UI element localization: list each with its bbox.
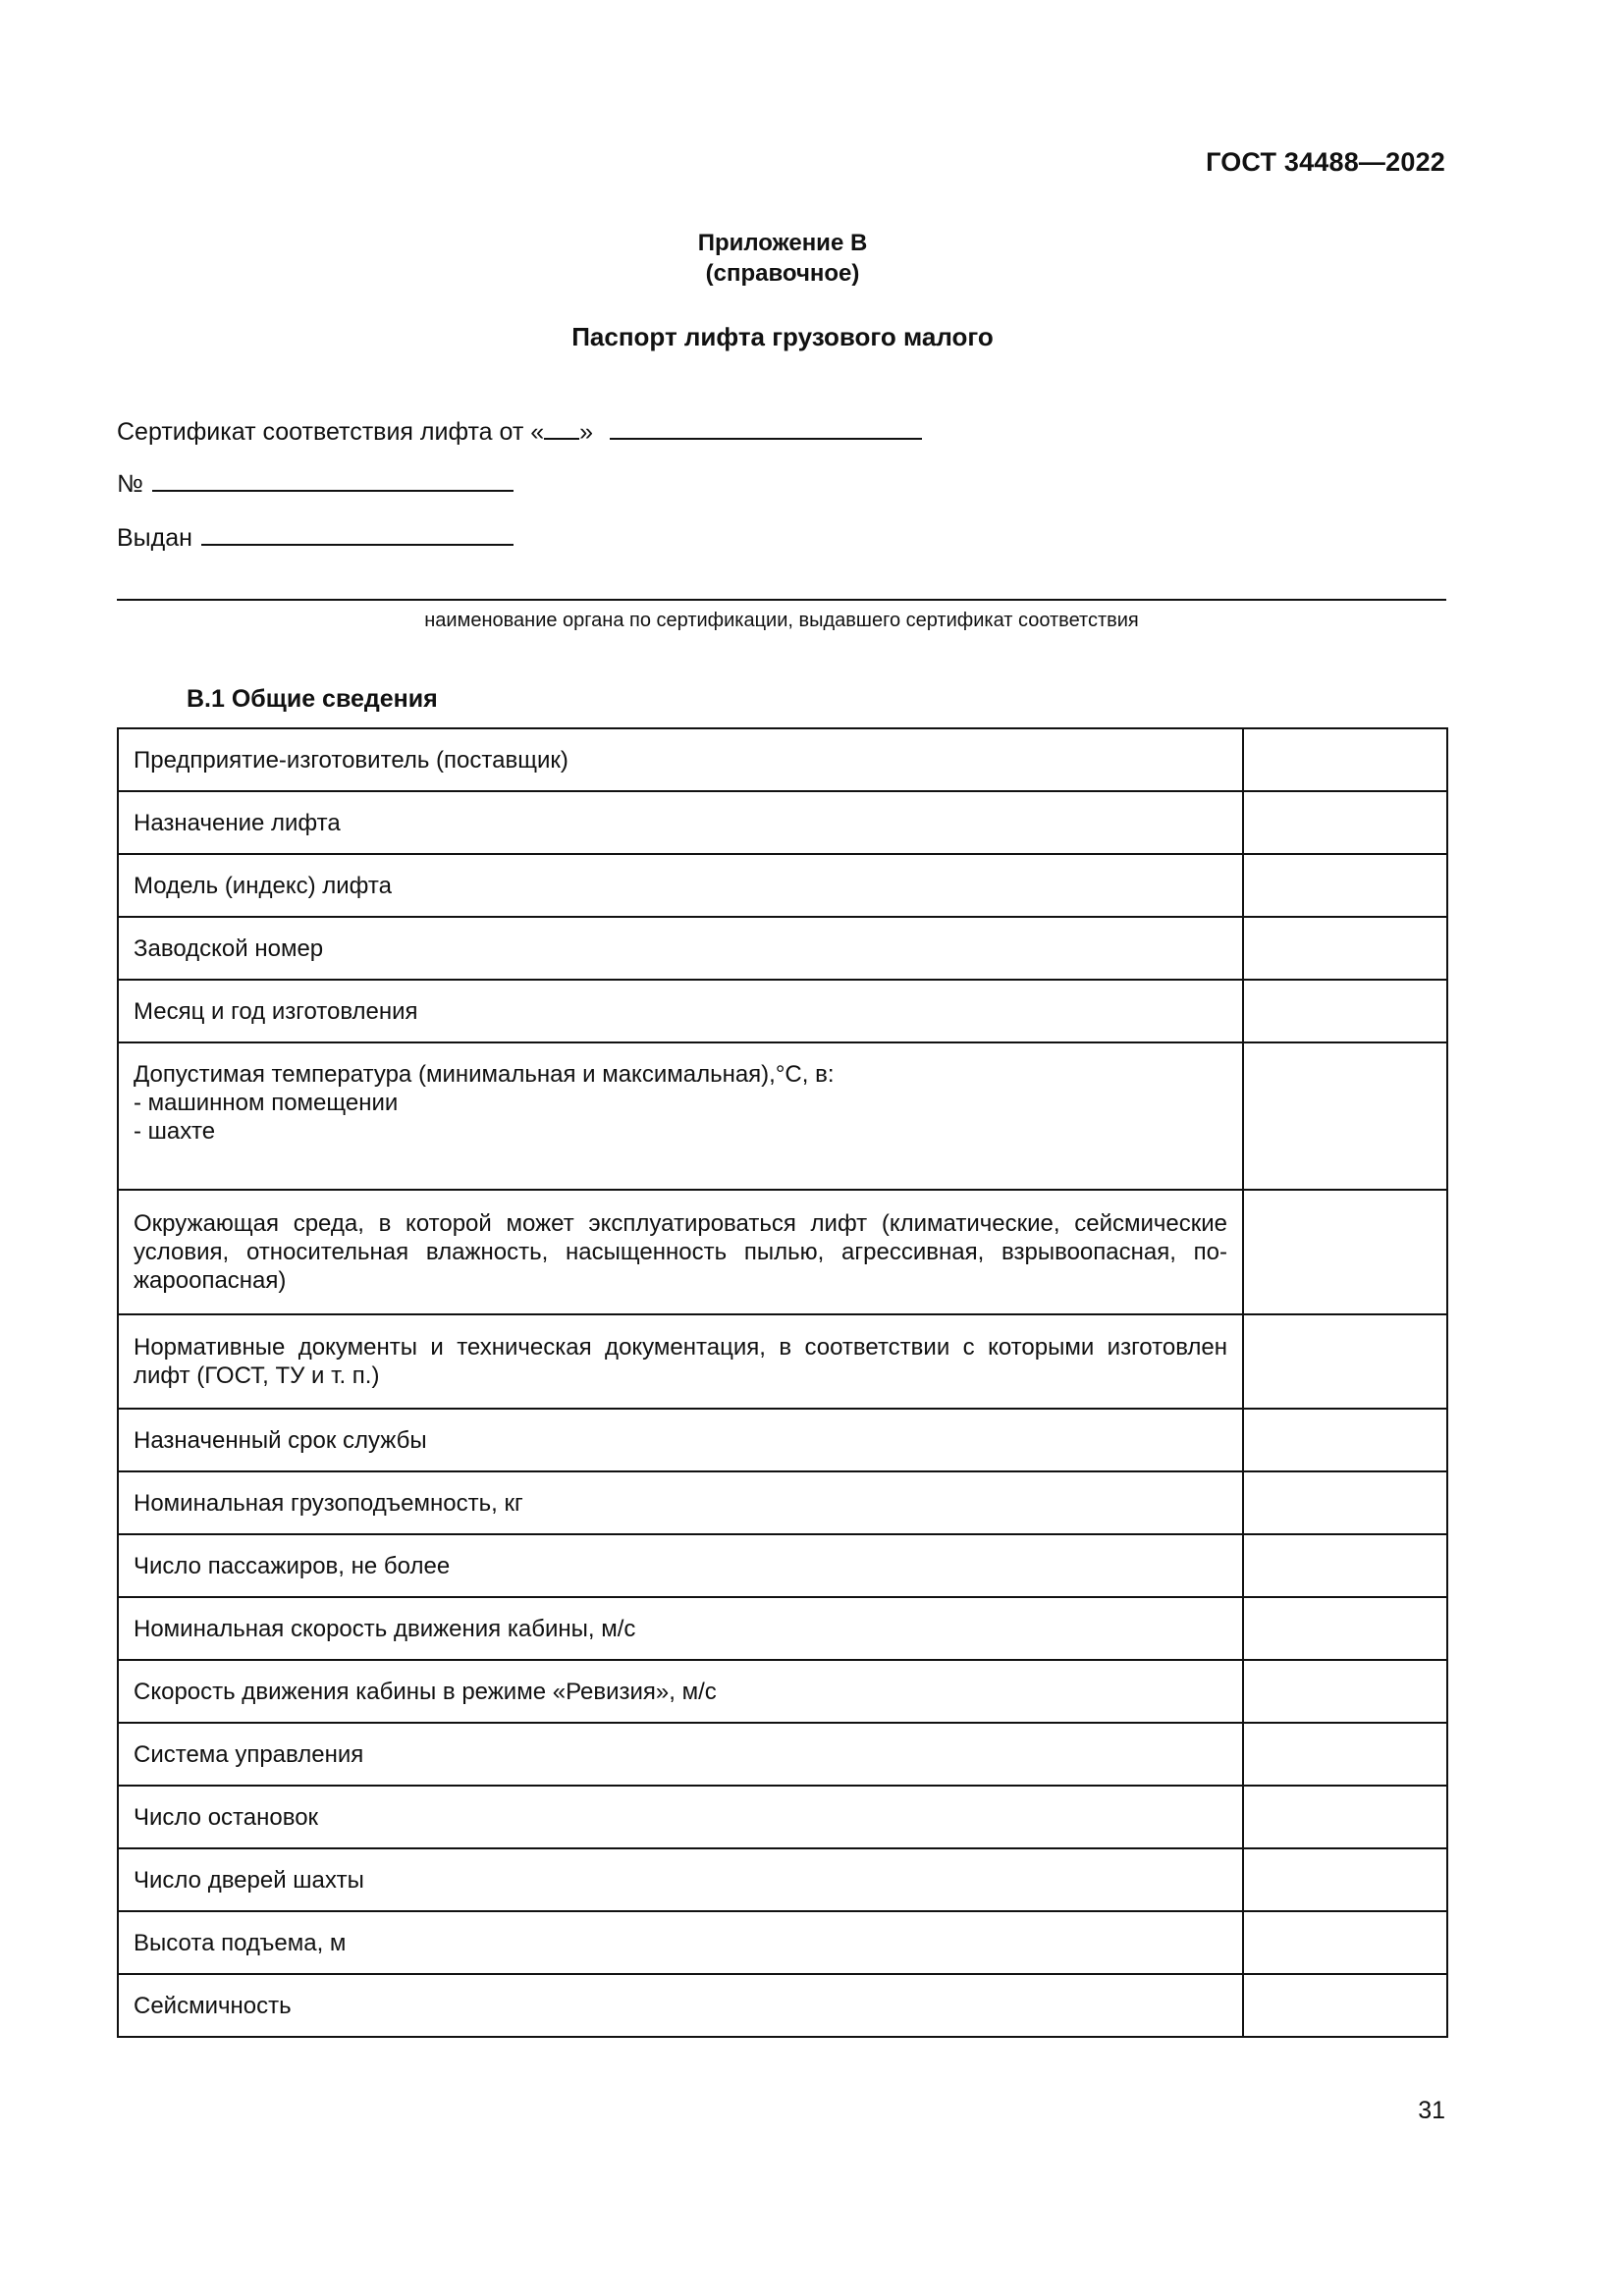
row-label: Предприятие-изготовитель (поставщик) bbox=[118, 728, 1243, 791]
row-label: Нормативные документы и техническая документация, в соответствии с которыми изготовлен лифт (ГОСТ, ТУ и т. п.) bbox=[118, 1314, 1243, 1409]
row-label: Число остановок bbox=[118, 1786, 1243, 1848]
table-row bbox=[118, 1723, 1447, 1786]
document-title: Паспорт лифта грузового малого bbox=[571, 322, 994, 351]
general-info-table bbox=[117, 727, 1448, 2038]
row-label: Модель (индекс) лифта bbox=[118, 854, 1243, 917]
certificate-date-field[interactable] bbox=[610, 416, 922, 440]
row-value-cell[interactable] bbox=[1243, 1974, 1447, 2037]
row-value-cell[interactable] bbox=[1243, 1190, 1447, 1314]
row-label-temperature bbox=[118, 1042, 1243, 1190]
row-value-cell[interactable] bbox=[1243, 1534, 1447, 1597]
row-label: Сейсмичность bbox=[118, 1974, 1243, 2037]
row-label: Скорость движения кабины в режиме «Ревизия», м/с bbox=[118, 1660, 1243, 1723]
row-value-cell[interactable] bbox=[1243, 1471, 1447, 1534]
row-label: Номинальная грузоподъемность, кг bbox=[118, 1471, 1243, 1534]
certificate-prefix: Сертификат соответствия лифта от « bbox=[117, 418, 545, 446]
row-value-cell[interactable] bbox=[1243, 1314, 1447, 1409]
row-label: Назначение лифта bbox=[118, 791, 1243, 854]
row-value-cell[interactable] bbox=[1243, 1660, 1447, 1723]
row-label: Номинальная скорость движения кабины, м/с bbox=[118, 1597, 1243, 1660]
certificate-number-label: № bbox=[117, 470, 143, 498]
row-label: Окружающая среда, в которой может эксплуатироваться лифт (климатические, сейсмические условия, относительная влажность, насыщенность пылью, агрессивная, взрывоопасная, по-жароопасная) bbox=[118, 1190, 1243, 1314]
row-value-cell[interactable] bbox=[1243, 791, 1447, 854]
certificate-issued-field[interactable] bbox=[201, 522, 514, 546]
table-row bbox=[118, 1911, 1447, 1974]
certificate-suffix: » bbox=[579, 418, 594, 446]
annex-title: Приложение В bbox=[697, 230, 868, 256]
row-label: Заводской номер bbox=[118, 917, 1243, 980]
table-row bbox=[118, 980, 1447, 1042]
row-label: Система управления bbox=[118, 1723, 1243, 1786]
page-number: 31 bbox=[1418, 2097, 1445, 2124]
table-row bbox=[118, 1314, 1447, 1409]
row-value-cell[interactable] bbox=[1243, 1848, 1447, 1911]
row-label: Месяц и год изготовления bbox=[118, 980, 1243, 1042]
row-sub-label: - машинном помещении bbox=[134, 1090, 399, 1116]
table-row bbox=[118, 917, 1447, 980]
certificate-issued-line bbox=[117, 522, 514, 553]
table-row bbox=[118, 1190, 1447, 1314]
certificate-date-line bbox=[117, 416, 922, 447]
annex-heading bbox=[0, 228, 1565, 289]
table-row bbox=[118, 854, 1447, 917]
table-row bbox=[118, 1848, 1447, 1911]
table-row bbox=[118, 1660, 1447, 1723]
row-label: Назначенный срок службы bbox=[118, 1409, 1243, 1471]
row-value-cell[interactable] bbox=[1243, 1911, 1447, 1974]
row-value-cell[interactable] bbox=[1243, 728, 1447, 791]
section-title: В.1 Общие сведения bbox=[187, 685, 438, 713]
row-sub-label: - шахте bbox=[134, 1118, 216, 1145]
row-label: Допустимая температура (минимальная и максимальная),°С, в: bbox=[134, 1061, 835, 1088]
certificate-number-line bbox=[117, 468, 514, 499]
row-label: Число дверей шахты bbox=[118, 1848, 1243, 1911]
row-value-cell[interactable] bbox=[1243, 854, 1447, 917]
row-value-cell[interactable] bbox=[1243, 1723, 1447, 1786]
table-row bbox=[118, 791, 1447, 854]
row-value-cell[interactable] bbox=[1243, 1409, 1447, 1471]
table-row bbox=[118, 1974, 1447, 2037]
certificate-number-field[interactable] bbox=[152, 468, 514, 492]
table-row bbox=[118, 1597, 1447, 1660]
row-value-cell[interactable] bbox=[1243, 1786, 1447, 1848]
row-label: Число пассажиров, не более bbox=[118, 1534, 1243, 1597]
row-value-cell[interactable] bbox=[1243, 1597, 1447, 1660]
table-row bbox=[118, 1786, 1447, 1848]
standard-code: ГОСТ 34488—2022 bbox=[1206, 147, 1445, 177]
certificate-day-field[interactable] bbox=[544, 416, 579, 440]
annex-status: (справочное) bbox=[705, 260, 860, 287]
row-label: Высота подъема, м bbox=[118, 1911, 1243, 1974]
authority-field[interactable] bbox=[117, 599, 1446, 601]
table-row bbox=[118, 728, 1447, 791]
table-row bbox=[118, 1409, 1447, 1471]
authority-caption: наименование органа по сертификации, выдавшего сертификат соответствия bbox=[424, 610, 1139, 631]
table-row bbox=[118, 1042, 1447, 1190]
row-value-cell[interactable] bbox=[1243, 1042, 1447, 1190]
table-row bbox=[118, 1534, 1447, 1597]
table-row bbox=[118, 1471, 1447, 1534]
row-value-cell[interactable] bbox=[1243, 980, 1447, 1042]
row-value-cell[interactable] bbox=[1243, 917, 1447, 980]
certificate-issued-label: Выдан bbox=[117, 524, 192, 552]
